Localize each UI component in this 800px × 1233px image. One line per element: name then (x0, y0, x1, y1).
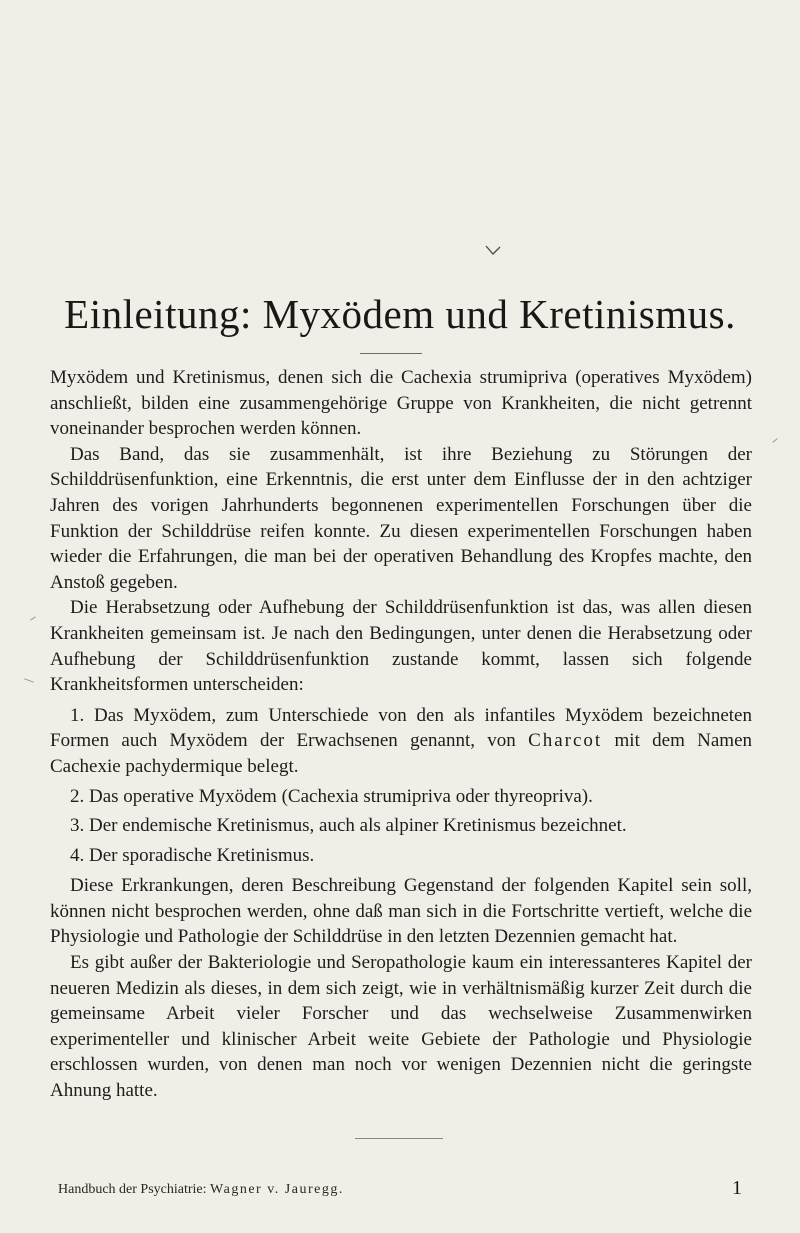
margin-pencil-mark (30, 616, 35, 620)
paragraph-bakteriologie: Es gibt außer der Bakteriologie und Seropathologie kaum ein interessanteres Kapitel der neueren Medizin als dieses, in dem sich zeigt, wie in verhältnismäßig kurzer Zeit durch die gemeinsame Arbeit vieler Forscher und das wechselweise Zusammenwirken experimenteller und klinischer Arbeit weite Gebiete der Pathologie und Physiologie erschlossen wurden, von denen man noch vor wenigen Dezennien nicht die geringste Ahnung hatte. (50, 952, 752, 1102)
paragraph-erkrankungen: Diese Erkrankungen, deren Beschreibung Gegenstand der folgenden Kapitel sein soll, können nicht besprochen werden, ohne daß man sich in die Fortschritte vertieft, welche die Physiologie und Pathologie der Schilddrüse in den letzten Dezennien gemacht hat. (50, 875, 752, 948)
list-item: 3. Der endemische Kretinismus, auch als alpiner Kretinismus bezeichnet. (70, 815, 627, 837)
footer-book-title: Handbuch der Psychiatrie: (58, 1182, 207, 1197)
list-item (50, 703, 752, 780)
author-name-charcot: Charcot (528, 730, 603, 752)
paragraph-herabsetzung: Die Herabsetzung oder Aufhebung der Schilddrüsenfunktion ist das, was allen diesen Krankheiten gemeinsam ist. Je nach den Bedingungen, unter denen die Herabsetzung oder Aufhebung der Schilddrüsenfunktion zustande kommt, lassen sich folgende Krankheitsformen unterscheiden: (50, 597, 752, 696)
page-number: 1 (732, 1177, 742, 1199)
list-item-text: mit dem Namen Cachexie pachydermique belegt. (50, 730, 753, 777)
paragraph-band: Das Band, das sie zusammenhält, ist ihre Beziehung zu Störungen der Schilddrüsenfunktion, eine Erkenntnis, die erst unter dem Einflusse der in den achtziger Jahren des vorigen Jahrhunderts begonnenen experimentellen Forschungen über die Funktion der Schilddrüse reifen konnte. Zu diesen experimentellen Forschungen haben wieder die Erfahrungen, die man bei der operativen Behandlung des Kropfes machte, den Anstoß gegeben. (50, 443, 752, 593)
footer-author: Wagner v. Jauregg. (210, 1182, 344, 1197)
list-item: 4. Der sporadische Kretinismus. (70, 844, 315, 866)
page-footer (58, 1182, 344, 1198)
pencil-check-mark-icon (484, 244, 502, 258)
title-divider (360, 353, 422, 354)
list-item-text: 1. Das Myxödem, zum Unterschiede von den als infantiles Myxödem bezeichneten Formen auch Myxödem der Erwachsenen genannt, von (50, 704, 752, 752)
paragraph-intro: Myxödem und Kretinismus, denen sich die Cachexia strumipriva (operatives Myxödem) anschließt, bilden eine zusammengehörige Gruppe von Krankheiten, die nicht getrennt voneinander besprochen werden können. (50, 367, 752, 440)
chapter-body (50, 365, 752, 1104)
margin-pencil-mark (24, 678, 34, 682)
end-divider (355, 1138, 443, 1139)
margin-pencil-mark (772, 438, 777, 443)
chapter-title: Einleitung: Myxödem und Kretinismus. (64, 291, 736, 337)
list-item: 2. Das operative Myxödem (Cachexia strumipriva oder thyreopriva). (70, 785, 593, 807)
